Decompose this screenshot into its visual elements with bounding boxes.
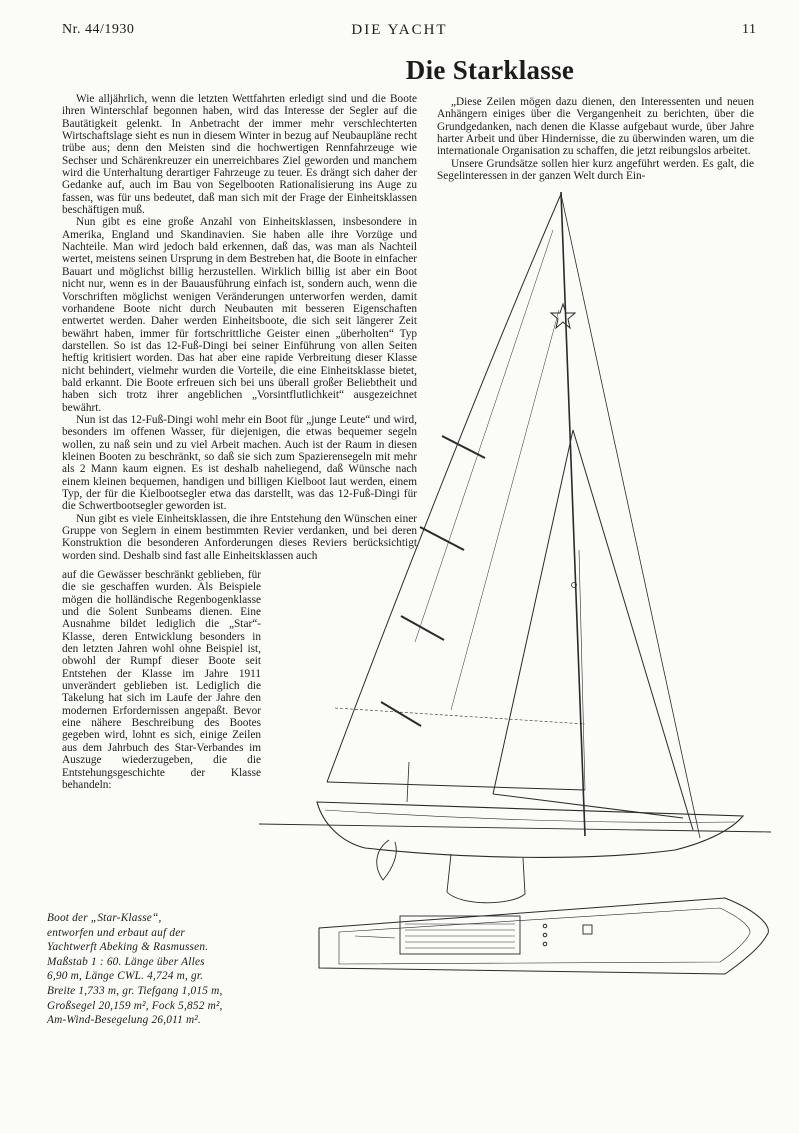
caption-line: Breite 1,733 m, gr. Tiefgang 1,015 m, <box>47 984 223 997</box>
deck-fitting <box>543 924 547 928</box>
reef-line <box>335 708 585 724</box>
mainsail-leech <box>327 194 561 782</box>
jib-foot <box>493 794 683 818</box>
paragraph: Wie alljährlich, wenn die letzten Wettfahrten erledigt sind und die Boote ihren Winterschlaf begonnen haben, wird das Interesse der Segler auf die Bautätigkeit gelenkt. In Anbetracht der immer mehr verschlechterten Wirtschaftslage sieht es nun in diesem Winter in bezug auf Neubaupläne recht trübe aus; denn den Meisten sind die hochwertigen Rennfahrzeuge wie Sechser und Schärenkreuzer ein unerreichbares Ziel geworden und manchem wird die Unterhaltung derartiger Fahrzeuge zu teuer. Es drängt sich daher der Gedanke auf, auch im Bau von Segelbooten Rationalisierung ins Auge zu fassen, was für uns bedeutet, daß man sich mit der Frage der Einheitsklassen beschäftigen muß. <box>62 93 417 217</box>
deck-fitting <box>543 942 547 946</box>
deck-plan <box>319 898 768 974</box>
deck-fitting <box>543 933 547 937</box>
paragraph: Nun gibt es viele Einheitsklassen, die ihre Entstehung den Wünschen einer Gruppe von Seglern in einem bestimmten Revier verdanken, und bei deren Konstruktion die besonderen Anforderungen dieses Reviers berücksichtigt worden sind. Deshalb sind fast alle Einheitsklassen auch <box>62 512 417 562</box>
article-title: Die Starklasse <box>405 55 575 85</box>
forestay <box>573 430 693 830</box>
caption-line: Am-Wind-Besegelung 26,011 m². <box>47 1014 201 1027</box>
batten <box>381 702 421 726</box>
paragraph: Nun ist das 12-Fuß-Dingi wohl mehr ein Boot für „junge Leute“ und wird, besonders im offenen Wasser, für diejenigen, die etwas bequemer segeln wollen, zu naß sein und zu viel Arbeit machen. Auch ist der Raum in diesen kleinen Booten zu beschränkt, so daß sie sich zum Spazierensegeln mit mehr als 2 Mann kaum eignen. Es ist deshalb naheliegend, daß Wünsche nach einem kleinen bequemen, handigen und billigen Kielboot laut werden, einem Typ, der für die Kielbootsegler etwa das darstellt, was das 12-Fuß-Dingi für die Schwertbootsegler geworden ist. <box>62 413 417 513</box>
caption-line: Boot der „Star-Klasse“, <box>47 912 162 924</box>
sheer-line <box>325 810 735 822</box>
paragraph: „Diese Zeilen mögen dazu dienen, den Interessenten und neuen Anhängern einiges über die Vergangenheit zu berichten, über die Grundgedanken, nach denen die Klasse aufgebaut wurde, über Jahre harter Arbeit und über Hindernisse, die zu überwinden waren, um die internationale Organisation zu schaffen, die jetzt reibungslos arbeitet. <box>437 96 754 158</box>
caption-line: entworfen und erbaut auf der <box>47 926 186 939</box>
paragraph: Unsere Grundsätze sollen hier kurz angeführt werden. Es galt, die Segelinteressen in der ganzen Welt durch Ein- <box>437 157 754 183</box>
figure-caption <box>47 911 229 1028</box>
caption-line: Großsegel 20,159 m², Fock 5,852 m², <box>47 999 223 1012</box>
paragraph: auf die Gewässer beschränkt geblieben, für die sie geschaffen wurden. Als Beispiele mögen die holländische Regenbogenklasse und die Solent Sunbeams dienen. Eine Ausnahme bildet lediglich die „Star“-Klasse, deren Entwicklung besonders in den letzten Jahren wohl ohne Beispiel ist, obwohl der Rumpf dieser Boote seit Entstehen der Klasse im Jahre 1911 unverändert geblieben ist. Lediglich die Takelung hat sich im Laufe der Jahre den modernen Erfordernissen angepaßt. Bevor eine nähere Beschreibung des Bootes gegeben wird, lohnt es sich, einige Zeilen aus dem Jahrbuch des Star-Verbandes im Auszuge wiederzugeben, die die Entstehungsgeschichte der Klasse behandeln: <box>62 569 261 791</box>
sail-seam <box>451 310 559 710</box>
batten <box>420 527 464 550</box>
left-narrow-column-text <box>62 569 261 791</box>
sail-plan <box>327 192 700 838</box>
keel-fin <box>447 854 525 903</box>
right-column-text <box>437 96 754 182</box>
hull-profile <box>317 802 743 857</box>
magazine-name: DIE YACHT <box>351 22 448 38</box>
sailboat-drawing <box>255 190 775 1020</box>
tiller <box>407 762 409 802</box>
page-number: 11 <box>742 22 757 37</box>
waterline <box>259 824 771 832</box>
caption-line: Maßstab 1 : 60. Länge über Alles <box>47 955 205 968</box>
paragraph: Nun gibt es eine große Anzahl von Einheitsklassen, insbesondere in Amerika, England und Skandinavien. Sie haben alle ihre Vorzüge und Nachteile. Man wird jedoch bald erkennen, daß das, was man als Nachteil wertet, meistens seinen Ursprung in dem Bestreben hat, die Boote in einfacher Bauart und möglichst billig herzustellen. Wirklich billig ist aber ein Boot nicht nur, wenn es in der Bauausführung einfach ist, sondern auch, wenn die Vorschriften möglichst wenigen Veränderungen unterworfen werden, damit vorhandene Boote nicht durch Neubauten mit besseren Eigenschaften entwertet werden. Daher werden Einheitsboote, die sich seit längerer Zeit bewährt haben, immer für fortschrittliche Geister einen „überholten“ Typ darstellen. So ist das 12-Fuß-Dingi bei seiner Einführung von allen Seiten heftig kritisiert worden. Das hat aber eine rapide Verbreitung dieser Klasse nicht behindert, vielmehr wurden die Vorteile, die eine Einheitsklasse bietet, bald erkannt. Die Boote erfreuen sich bei uns überall großer Beliebtheit und haben sich trotz ihrer angeblichen „Vorsintflutlichkeit“ ausgezeichnet bewährt. <box>62 216 417 414</box>
caption-line: 6,90 m, Länge CWL. 4,724 m, gr. <box>47 970 204 983</box>
sail-seam <box>415 230 553 642</box>
mast-step <box>583 925 592 934</box>
batten <box>442 436 485 458</box>
caption-line: Yachtwerft Abeking & Rasmussen. <box>47 941 209 954</box>
star-emblem-icon <box>551 304 575 328</box>
boom <box>327 782 585 790</box>
rudder <box>377 840 397 880</box>
issue-number: Nr. 44/1930 <box>62 22 135 37</box>
jib-leech <box>493 430 573 794</box>
traveller <box>355 936 395 938</box>
